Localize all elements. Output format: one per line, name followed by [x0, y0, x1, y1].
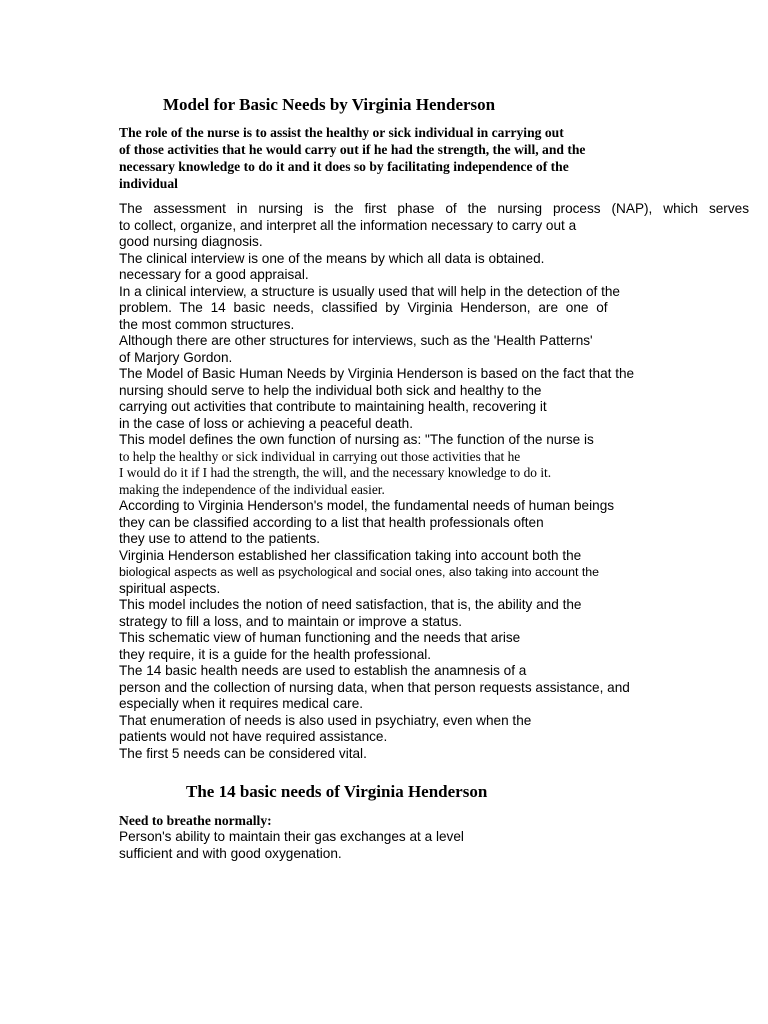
body-line: patients would not have required assistance. [119, 729, 388, 744]
body-line: biological aspects as well as psychological and social ones, also taking into account the [119, 565, 600, 579]
body-text [119, 201, 749, 762]
need-text-line: sufficient and with good oxygenation. [119, 845, 342, 861]
body-line: That enumeration of needs is also used in psychiatry, even when the [119, 712, 532, 728]
lead-line: individual [119, 176, 178, 191]
need-description [119, 829, 679, 862]
body-line: strategy to fill a loss, and to maintain or improve a status. [119, 613, 463, 629]
body-line: Virginia Henderson established her classification taking into account both the [119, 547, 582, 563]
lead-line: of those activities that he would carry out if he had the strength, the will, and the [119, 142, 586, 157]
body-line: I would do it if I had the strength, the will, and the necessary knowledge to do it. [119, 465, 552, 480]
document-title: Model for Basic Needs by Virginia Henderson [163, 95, 496, 114]
section-title: The 14 basic needs of Virginia Henderson [186, 782, 488, 801]
body-line: According to Virginia Henderson's model, the fundamental needs of human beings [119, 498, 615, 513]
need-title: Need to breathe normally: [119, 813, 272, 828]
body-line: to help the healthy or sick individual in carrying out those activities that he [119, 448, 521, 464]
body-line: they use to attend to the patients. [119, 531, 321, 546]
body-line: of Marjory Gordon. [119, 349, 233, 365]
body-line: This model includes the notion of need satisfaction, that is, the ability and the [119, 597, 582, 612]
lead-line: necessary knowledge to do it and it does so by facilitating independence of the [119, 159, 569, 174]
body-line: This schematic view of human functioning and the needs that arise [119, 630, 521, 645]
body-line: problem. The 14 basic needs, classified by Virginia Henderson, are one of [119, 300, 608, 315]
need-item [119, 812, 679, 862]
body-line: making the independence of the individual easier. [119, 481, 385, 497]
lead-line: The role of the nurse is to assist the healthy or sick individual in carrying out [119, 125, 564, 140]
body-line: the most common structures. [119, 316, 295, 332]
body-line: nursing should serve to help the individual both sick and healthy to the [119, 382, 542, 398]
body-line: to collect, organize, and interpret all the information necessary to carry out a [119, 217, 577, 233]
body-line: good nursing diagnosis. [119, 234, 263, 249]
body-line: Although there are other structures for interviews, such as the 'Health Patterns' [119, 333, 593, 348]
body-line: they require, it is a guide for the health professional. [119, 646, 432, 662]
lead-paragraph [119, 124, 719, 192]
body-line: they can be classified according to a list that health professionals often [119, 514, 544, 530]
body-line: carrying out activities that contribute to maintaining health, recovering it [119, 399, 547, 414]
body-line: The assessment in nursing is the first phase of the nursing process (NAP), which serves [119, 201, 749, 216]
body-line: The clinical interview is one of the means by which all data is obtained. [119, 250, 545, 266]
body-line: in the case of loss or achieving a peaceful death. [119, 415, 413, 431]
body-line: especially when it requires medical care. [119, 696, 364, 711]
need-text-line: Person's ability to maintain their gas exchanges at a level [119, 829, 464, 844]
body-line: spiritual aspects. [119, 580, 221, 596]
body-line: necessary for a good appraisal. [119, 267, 309, 282]
body-line: The Model of Basic Human Needs by Virginia Henderson is based on the fact that the [119, 366, 635, 381]
body-line: person and the collection of nursing data, when that person requests assistance, and [119, 679, 630, 695]
body-line: The 14 basic health needs are used to establish the anamnesis of a [119, 663, 527, 678]
body-line: This model defines the own function of nursing as: "The function of the nurse is [119, 432, 594, 447]
body-line: The first 5 needs can be considered vital. [119, 745, 367, 761]
body-line: In a clinical interview, a structure is usually used that will help in the detection of the [119, 283, 620, 299]
